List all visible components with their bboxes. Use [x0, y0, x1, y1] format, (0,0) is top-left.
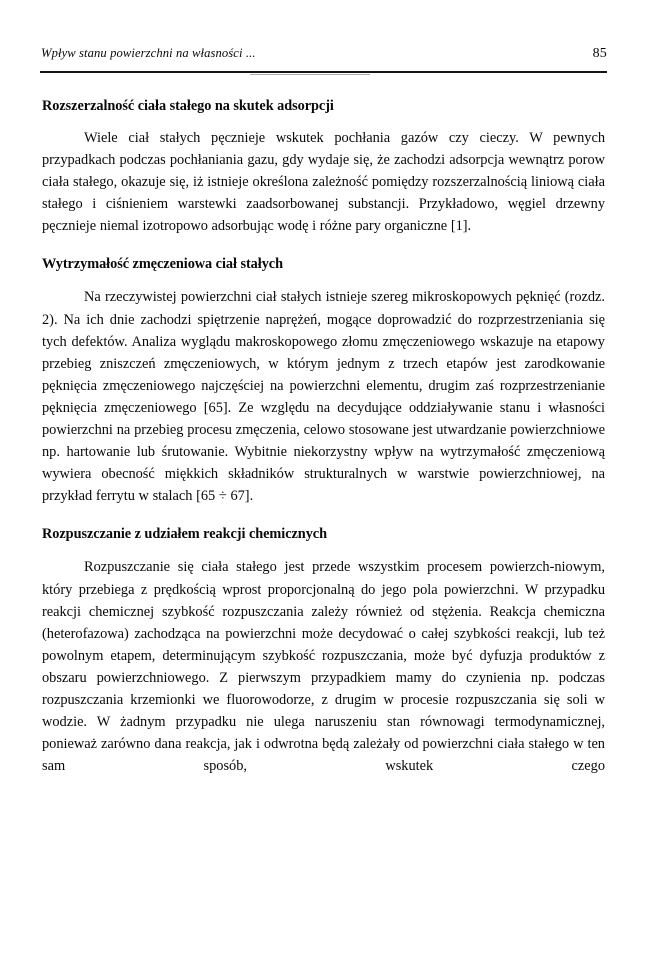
section-paragraph-rozpuszczanie: Rozpuszczanie się ciała stałego jest przede wszystkim procesem powierzch-niowym, który przebiega z prędkością wprost proporcjonalną do jego pola powierzchni. W przypadku reakcji chemicznej szybkość rozpuszczania zależy również od stężenia. Reakcja chemiczna (heterofazowa) zachodząca na powierzchni może decydować o całej szybkości reakcji, lub też powolnym etapem, determinującym szybkość rozpuszczania, może być dyfuzja produktów z obszaru powierzchniowego. Z pierwszym przypadkiem mamy do czynienia np. podczas rozpuszczania krzemionki we fluorowodorze, z drugim w procesie rozpuszczania się soli w wodzie. W żadnym przypadku nie ulega naruszeniu stan równowagi termodynamicznej, ponieważ zarówno dana reakcja, jak i odwrotna będą zależały od powierzchni ciała stałego w ten sam sposób, wskutek czego [42, 559, 605, 775]
section-paragraph-wytrzymalosc: Na rzeczywistej powierzchni ciał stałych istnieje szereg mikroskopowych pęknięć (rozdz. 2). Na ich dnie zachodzi spiętrzenie naprężeń, mogące doprowadzić do rozprzestrzeniania się tych defektów. Analiza wyglądu makroskopowego złomu zmęczeniowego wskazuje na etapowy przebieg zniszczeń zmęczeniowych, w którym jednym z trzech etapów jest zarodkowanie pęknięcia zmęczeniowego najczęściej na powierzchni elementu, drugim zaś rozprzestrzenianie pęknięcia zmęczeniowego [65]. Ze względu na decydujące oddziaływanie stanu i własności powierzchni na przebieg procesu zmęczenia, celowo stosowane jest utwardzanie powierzchniowe np. hartowanie lub śrutowanie. Wybitnie niekorzystny wpływ na wytrzymałość zmęczeniową wywiera obecność miękkich składników strukturalnych w warstwie powierzchniowej, na przykład ferrytu w stalach [65 ÷ 67]. [42, 289, 605, 505]
spacer [42, 507, 605, 524]
section-paragraph-adsorpcja: Wiele ciał stałych pęcznieje wskutek pochłania gazów czy cieczy. W pewnych przypadkach podczas pochłaniania gazu, gdy wydaje się, że zachodzi adsorpcja wewnątrz porow ciała stałego, okazuje się, iż istnieje określona zależność pomiędzy rozszerzalnością liniową ciała stałego i ciśnieniem warstewki zaadsorbowanej substancji. Przykładowo, węgiel drzewny pęcznieje niemal izotropowo adsorbując wodę i różne pary organiczne [1]. [42, 130, 605, 235]
spacer [42, 274, 605, 286]
page-number: 85 [592, 46, 607, 61]
section-heading-rozpuszczanie: Rozpuszczanie z udziałem reakcji chemicznych [42, 526, 328, 543]
scan-speckle [250, 74, 370, 75]
running-head [41, 46, 607, 62]
spacer [42, 237, 605, 254]
header-rule [40, 71, 607, 73]
section-heading-wytrzymalosc: Wytrzymałość zmęczeniowa ciał stałych [42, 256, 283, 273]
spacer [42, 116, 605, 127]
spacer [42, 544, 605, 556]
running-head-title: Wpływ stanu powierzchni na własności ... [41, 46, 256, 60]
section-heading-adsorpcja: Rozszerzalność ciała stałego na skutek adsorpcji [42, 98, 334, 114]
page-body [42, 96, 605, 777]
